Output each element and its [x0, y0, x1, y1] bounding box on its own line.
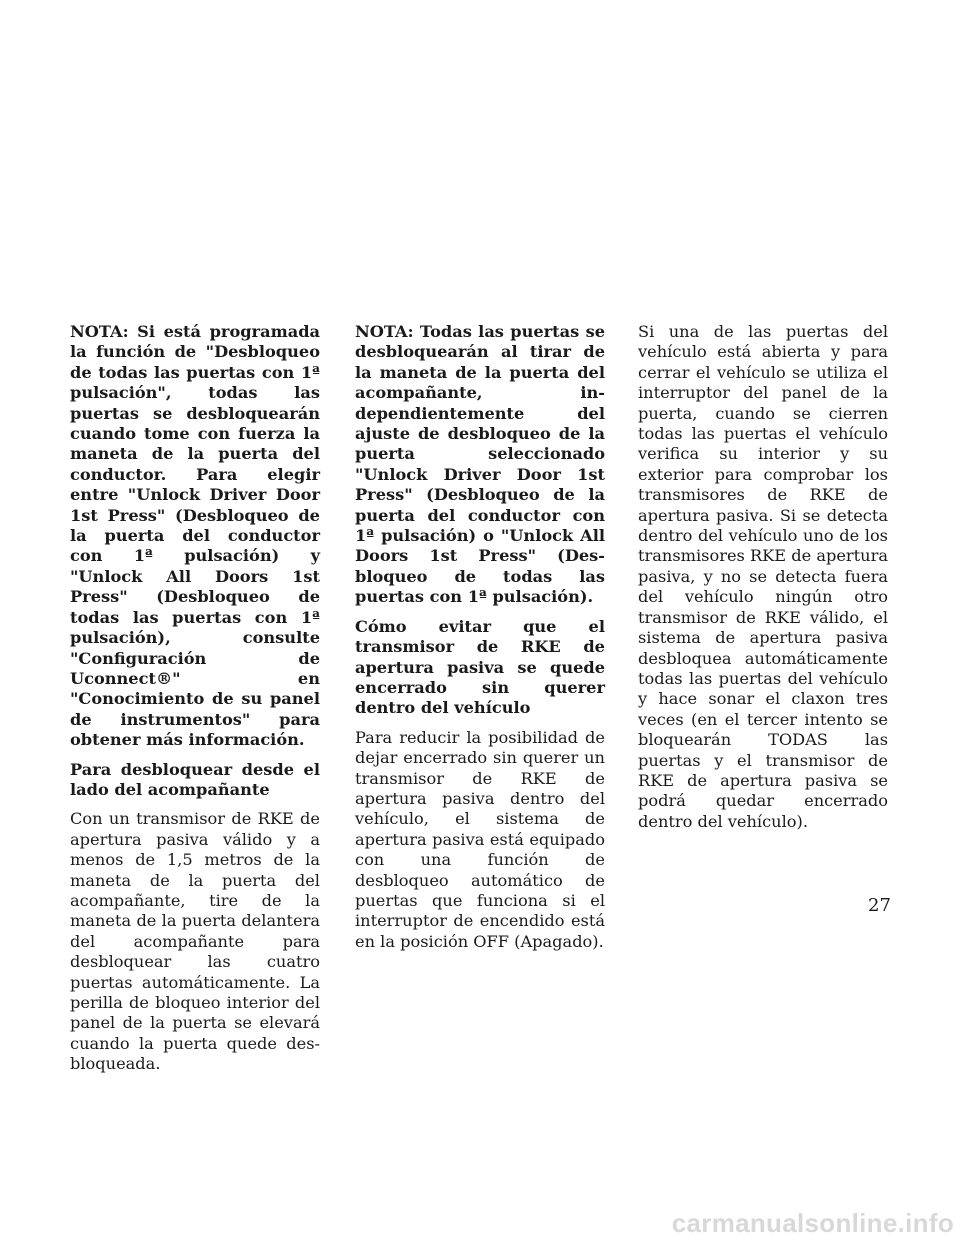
body-paragraph: Si una de las puertas del vehículo está abierta y para cerrar el vehículo se utiliza el interruptor del panel de la puerta, cuando se cierren todas las puertas el vehículo verifica su interior y su exterior para comprobar los transmisores de RKE de apertura pasiva. Si se detecta dentro del vehículo uno de los transmisores RKE de apertura pasiva, y no se detecta fuera del vehículo ningún otro transmisor de RKE válido, el sistema de apertura pasiva desbloquea automáticamente todas las puertas del vehículo y hace sonar el claxon tres veces (en el tercer intento se bloquearán TODAS las puertas y el transmisor de RKE de apertura pasiva se podrá quedar encerrado dentro del vehículo). [638, 322, 888, 831]
watermark: carmanualsonline.info [671, 1208, 954, 1238]
body-paragraph: Para reducir la posibilidad de dejar encerrado sin querer un transmisor de RKE de apertura pasiva dentro del vehículo, el sistema de apertura pasiva está equipado con una función de desbloqueo automático de puertas que funciona si el interruptor de encendido está en la posición OFF (Apagado). [355, 727, 605, 951]
section-heading: Cómo evitar que el transmisor de RKE de apertura pasiva se quede encerrado sin querer dentro del vehículo [355, 616, 605, 718]
column-1 [70, 322, 320, 1084]
page-number: 27 [868, 895, 891, 916]
column-3 [638, 322, 888, 841]
note-paragraph: NOTA: Si está programada la función de "Desbloqueo de todas las puertas con 1ª pulsación", todas las puertas se desbloquearán cuando tome con fuerza la maneta de la puerta del conductor. Para elegir entre "Unlock Driver Door 1st Press" (Desbloqueo de la puerta del conductor con 1ª pulsación) y "Unlock All Doors 1st Press" (Desbloqueo de todas las puertas con 1ª pulsación), consulte "Configuración de Uconnect®" en "Conocimiento de su panel de instrumentos" para obtener más información. [70, 322, 320, 750]
section-heading: Para desbloquear desde el lado del acompañante [70, 759, 320, 799]
note-paragraph: NOTA: Todas las puertas se desbloquearán al tirar de la maneta de la puerta del acompañante, independientemente del ajuste de desbloqueo de la puerta seleccionado "Unlock Driver Door 1st Press" (Desbloqueo de la puerta del conductor con 1ª pulsación) o "Unlock All Doors 1st Press" (Desbloqueo de todas las puertas con 1ª pulsación). [355, 322, 605, 607]
body-paragraph: Con un transmisor de RKE de apertura pasiva válido y a menos de 1,5 metros de la maneta de la puerta del acompañante, tire de la maneta de la puerta delantera del acompañante para desbloquear las cuatro puertas automáticamente. La perilla de bloqueo interior del panel de la puerta se elevará cuando la puerta quede desbloqueada. [70, 809, 320, 1074]
column-2 [355, 322, 605, 961]
